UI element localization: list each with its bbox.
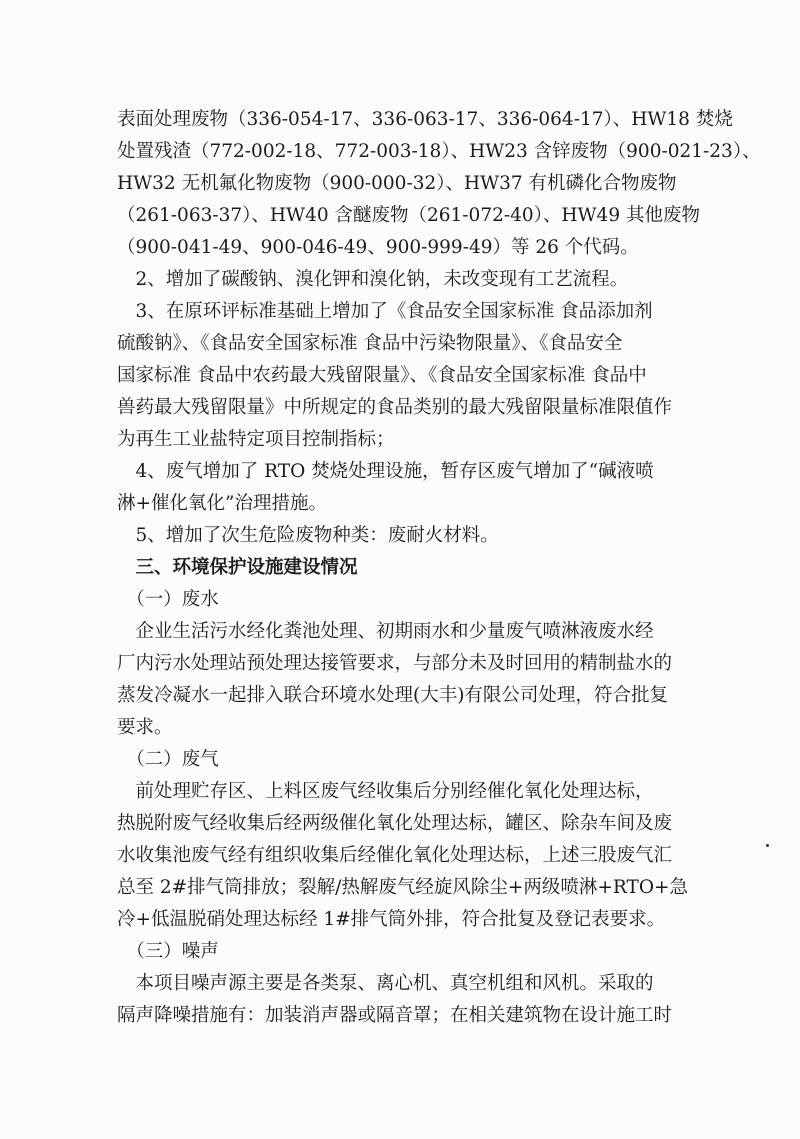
subsection-heading: （一）废水 (117, 589, 219, 610)
text-line: 本项目噪声源主要是各类泵、离心机、真空机组和风机。采取的 (117, 973, 654, 994)
text-line: 4、废气增加了 RTO 焚烧处理设施，暂存区废气增加了“碱液喷 (117, 461, 654, 482)
text-line: 3、在原环评标准基础上增加了《食品安全国家标准 食品添加剂 (117, 301, 653, 322)
text-line: 前处理贮存区、上料区废气经收集后分别经催化氧化处理达标， (117, 781, 654, 802)
text-line: 处置残渣（772-002-18、772-003-18）、HW23 含锌废物（900-021-23）、 (117, 141, 761, 162)
text-line: 隔声降噪措施有：加装消声器或隔音罩；在相关建筑物在设计施工时 (117, 1005, 673, 1026)
text-line: （261-063-37）、HW40 含醚废物（261-072-40）、HW49 其他废物 (117, 205, 700, 226)
text-line: 兽药最大残留限量》中所规定的食品类别的最大残留限量标准限值作 (117, 397, 673, 418)
text-line: 硫酸钠》、《食品安全国家标准 食品中污染物限量》、《食品安全 (117, 333, 623, 354)
text-line: 热脱附废气经收集后经两级催化氧化处理达标，罐区、除杂车间及废 (117, 813, 673, 834)
subsection-heading: （二）废气 (117, 749, 219, 770)
text-line: 表面处理废物（336-054-17、336-063-17、336-064-17）、HW18 焚烧 (117, 109, 733, 130)
text-line: 为再生工业盐特定项目控制指标； (117, 429, 395, 450)
text-line: 总至 2#排气筒排放；裂解/热解废气经旋风除尘+两级喷淋+RTO+急 (117, 877, 688, 898)
text-line: （900-041-49、900-046-49、900-999-49）等 26 个代码。 (117, 237, 639, 258)
text-line: 5、增加了次生危险废物种类：废耐火材料。 (117, 525, 499, 546)
text-line: 冷+低温脱硝处理达标经 1#排气筒外排，符合批复及登记表要求。 (117, 909, 666, 930)
text-line: 淋+催化氧化”治理措施。 (117, 493, 327, 514)
text-line: 蒸发冷凝水一起排入联合环境水处理(大丰)有限公司处理，符合批复 (117, 685, 668, 706)
text-line: 企业生活污水经化粪池处理、初期雨水和少量废气喷淋液废水经 (117, 621, 654, 642)
text-line: 水收集池废气经有组织收集后经催化氧化处理达标，上述三股废气汇 (117, 845, 673, 866)
scan-speck (766, 844, 769, 847)
subsection-heading: （三）噪声 (117, 941, 219, 962)
text-line: 要求。 (117, 717, 173, 738)
text-line: 2、增加了碳酸钠、溴化钾和溴化钠，未改变现有工艺流程。 (117, 269, 629, 290)
text-line: 国家标准 食品中农药最大残留限量》、《食品安全国家标准 食品中 (117, 365, 647, 386)
section-heading: 三、环境保护设施建设情况 (117, 557, 358, 578)
text-line: HW32 无机氟化物废物（900-000-32）、HW37 有机磷化合物废物 (117, 173, 677, 194)
text-line: 厂内污水处理站预处理达接管要求，与部分未及时回用的精制盐水的 (117, 653, 673, 674)
document-body (117, 104, 761, 1032)
